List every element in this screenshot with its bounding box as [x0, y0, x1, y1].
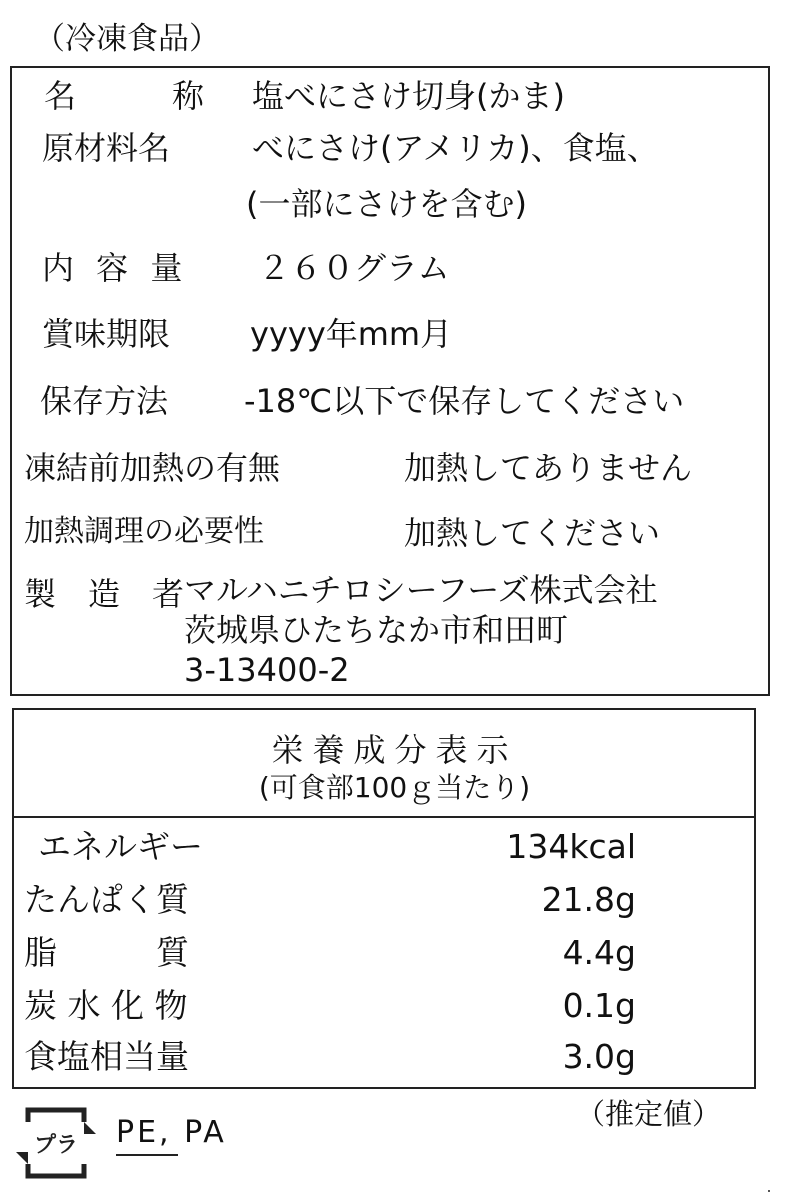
nutrition-value-energy: 134kcal	[506, 827, 636, 866]
best-before-value: yyyy年mm月	[250, 315, 453, 353]
nutrition-divider	[12, 816, 756, 818]
ingredients-label: 原材料名	[42, 129, 171, 167]
ingredients-value: べにさけ(アメリカ)、食塩、	[252, 129, 659, 167]
manufacturer-address: 茨城県ひたちなか市和田町	[184, 611, 569, 649]
name-value: 塩べにさけ切身(かま)	[252, 77, 565, 115]
manufacturer-name: マルハニチロシーフーズ株式会社	[184, 571, 658, 609]
name-label: 名 称	[44, 77, 205, 115]
cooking-required-value: 加熱してください	[404, 514, 661, 552]
nutrition-value-protein: 21.8g	[541, 880, 636, 919]
nutrition-value-fat: 4.4g	[562, 933, 636, 972]
nutrition-label-carbohydrate: 炭 水 化 物	[24, 986, 188, 1025]
storage-label: 保存方法	[40, 382, 169, 420]
nutrition-label-salt: 食塩相当量	[24, 1037, 189, 1076]
manufacturer-code: 3-13400-2	[184, 651, 350, 689]
best-before-label: 賞味期限	[42, 315, 171, 353]
cooking-required-label: 加熱調理の必要性	[24, 514, 264, 549]
manufacturer-label: 製 造 者	[24, 575, 185, 613]
preheat-label: 凍結前加熱の有無	[24, 449, 281, 487]
estimate-note: （推定値）	[576, 1097, 722, 1131]
preheat-value: 加熱してありません	[404, 449, 693, 487]
materials-underline	[116, 1154, 178, 1156]
nutrition-label-energy: エネルギー	[38, 827, 203, 866]
nutrition-label-fat: 脂 質	[24, 933, 189, 972]
nutrition-value-carbohydrate: 0.1g	[562, 986, 636, 1025]
print-speck	[768, 1190, 770, 1192]
ingredients-allergen: (一部にさけを含む)	[246, 185, 527, 223]
packaging-materials: PE, PA	[116, 1115, 227, 1150]
nutrition-title: 栄養成分表示	[271, 731, 518, 769]
frozen-food-note: （冷凍食品）	[34, 21, 220, 57]
recycle-mark-text: プラ	[33, 1133, 79, 1158]
plastic-recycle-icon	[10, 1100, 102, 1186]
content-amount-label: 内 容 量	[42, 249, 189, 287]
nutrition-label-protein: たんぱく質	[24, 880, 189, 919]
nutrition-subtitle: (可食部100ｇ当たり)	[258, 771, 531, 804]
content-amount-value: ２６０グラム	[258, 249, 450, 287]
storage-value: -18℃以下で保存してください	[244, 382, 685, 420]
nutrition-value-salt: 3.0g	[562, 1037, 636, 1076]
